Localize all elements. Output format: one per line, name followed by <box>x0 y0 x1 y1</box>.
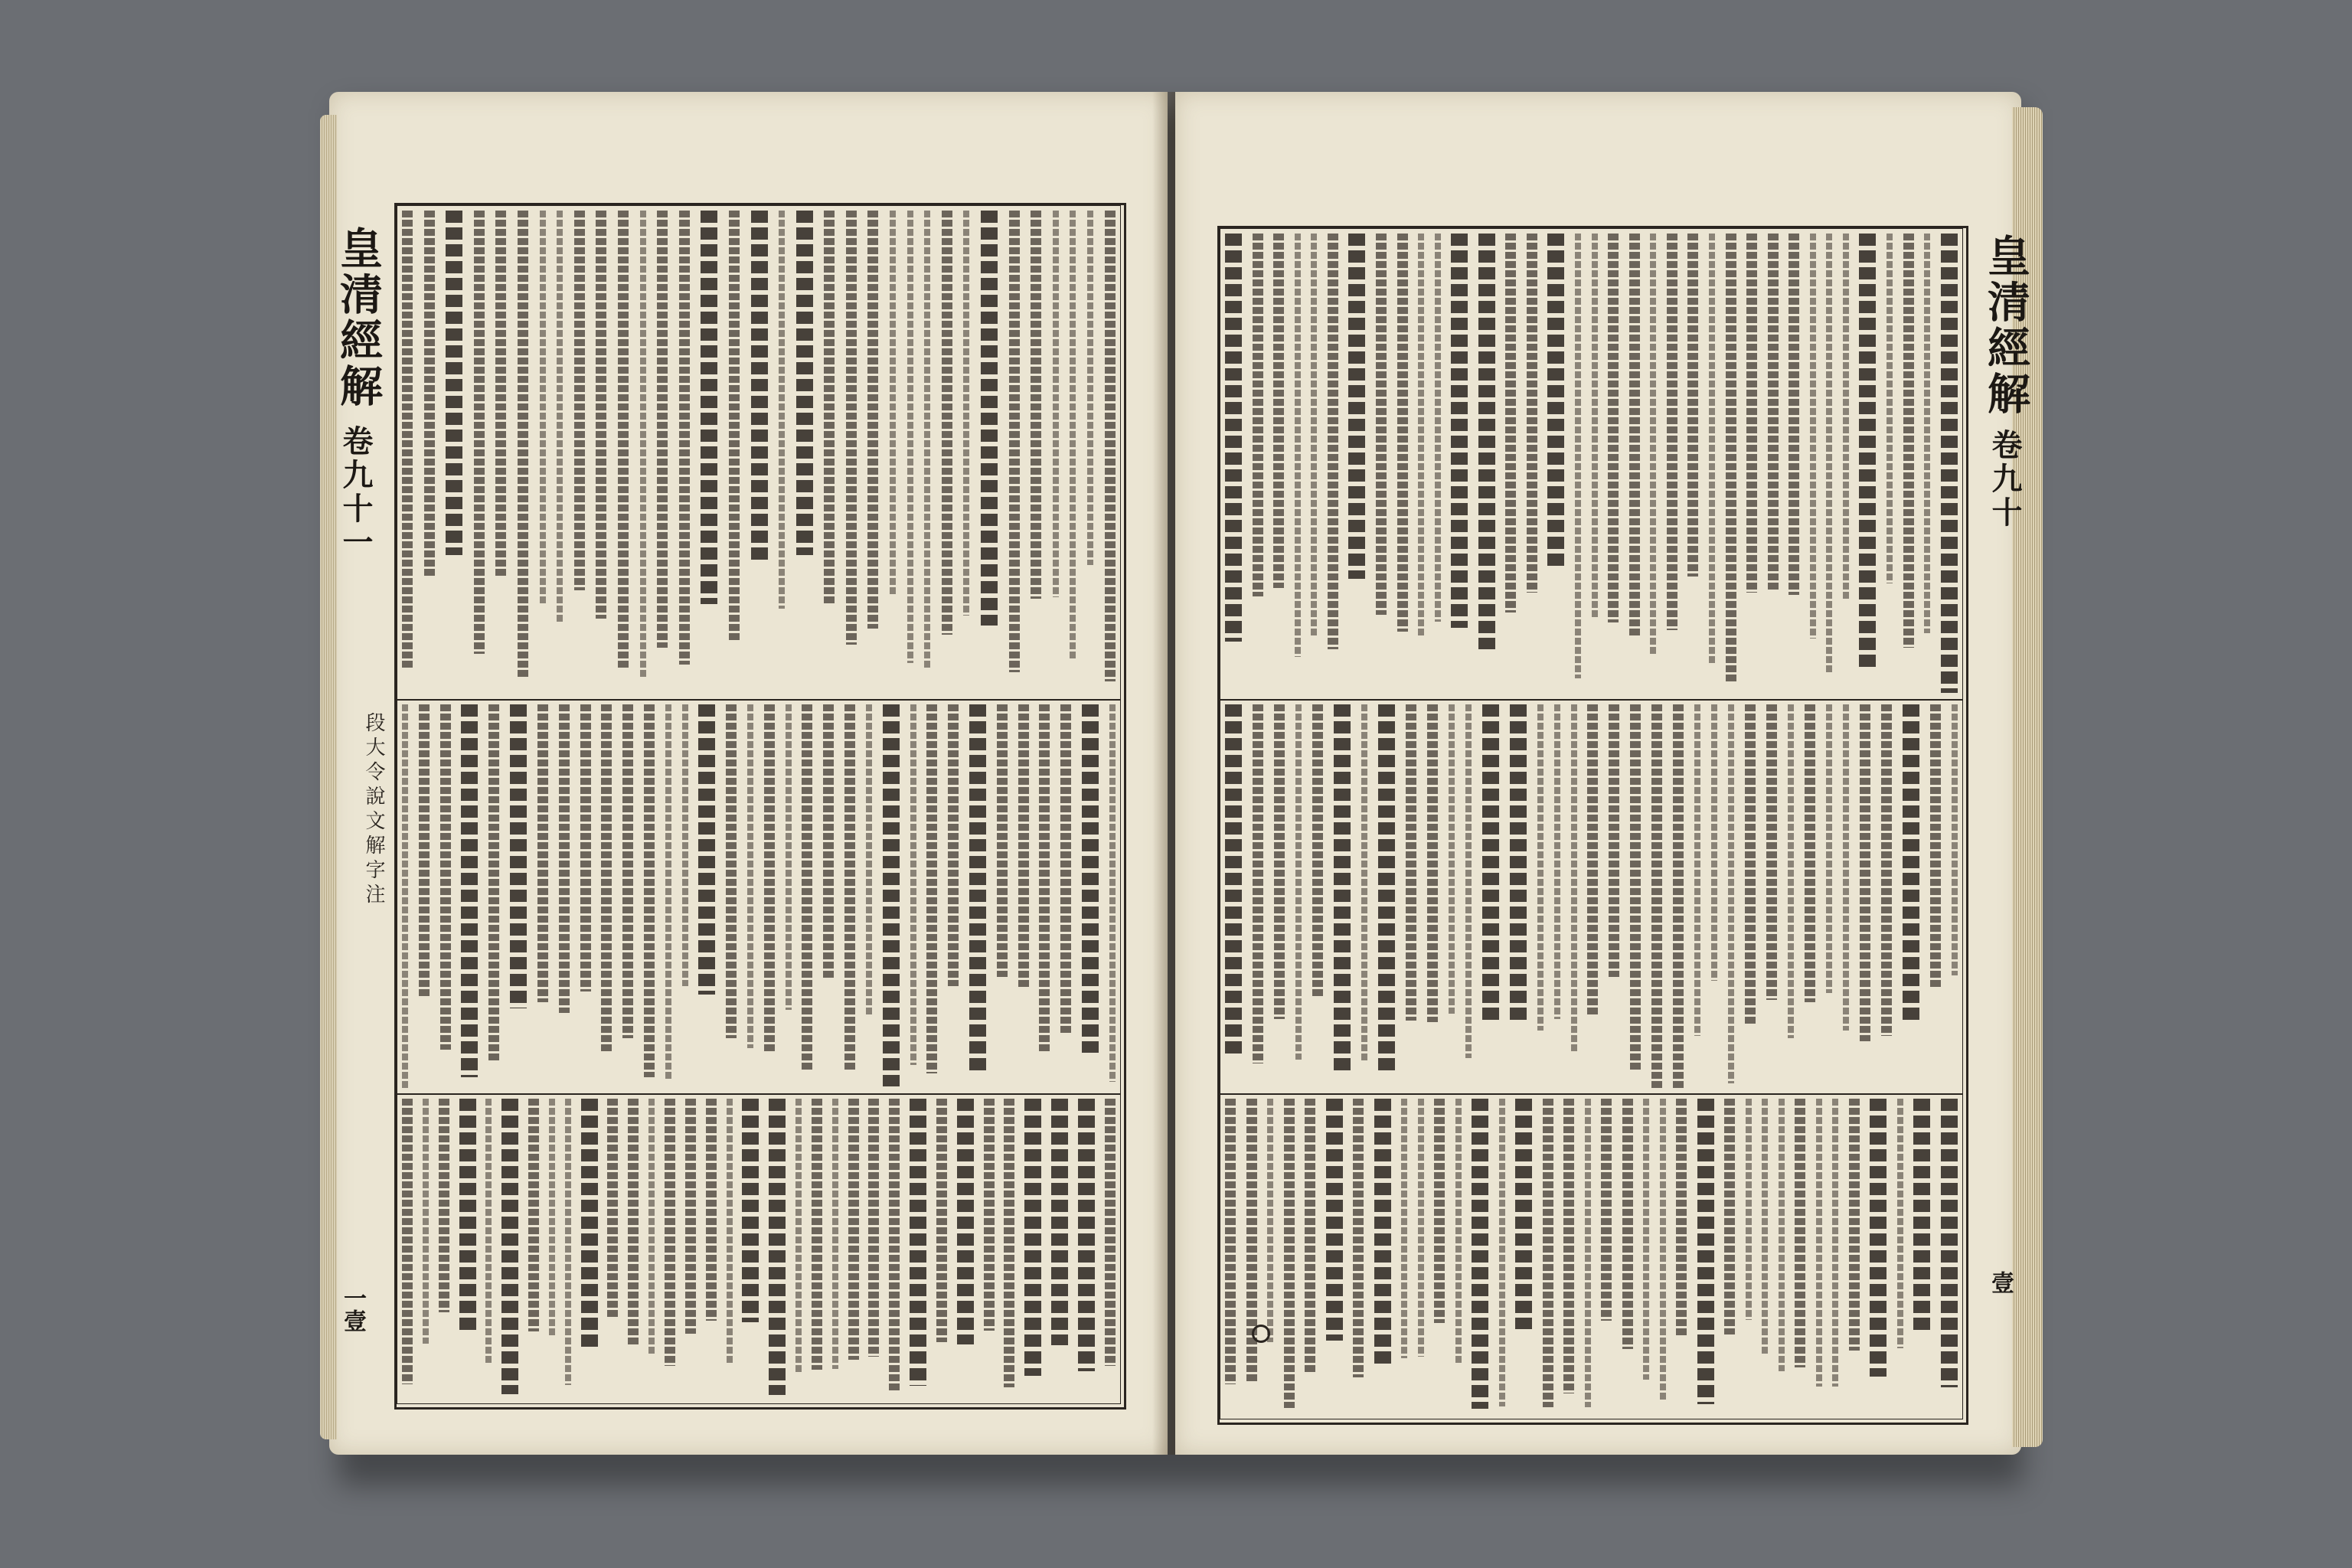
text-column <box>1694 704 1700 1036</box>
text-column <box>1711 704 1717 981</box>
text-column <box>1434 1099 1445 1323</box>
text-column <box>1078 1099 1095 1371</box>
text-column <box>1667 234 1677 630</box>
text-column <box>1673 704 1684 1089</box>
text-column <box>665 1099 675 1366</box>
text-column <box>607 1099 618 1317</box>
text-column <box>622 704 633 1038</box>
text-column <box>924 211 930 668</box>
text-column <box>1762 1099 1768 1354</box>
text-column <box>665 704 671 1079</box>
open-book <box>329 92 2031 1478</box>
text-column <box>942 211 952 635</box>
text-column <box>1070 211 1076 660</box>
text-column <box>1109 704 1116 1082</box>
text-column <box>1746 234 1757 593</box>
text-column <box>495 211 506 576</box>
text-column <box>1418 1099 1424 1357</box>
text-column <box>1004 1099 1014 1387</box>
text-column <box>1629 234 1640 635</box>
text-column <box>823 704 834 980</box>
seal-mark-icon <box>1252 1325 1270 1343</box>
text-column <box>1031 211 1041 599</box>
text-column <box>1295 234 1301 657</box>
text-column <box>910 1099 926 1386</box>
text-column <box>1334 704 1351 1072</box>
text-column <box>883 704 900 1086</box>
text-column <box>1687 234 1698 577</box>
right-running-title: 皇清經解 <box>1981 234 2031 417</box>
text-column <box>907 211 913 663</box>
text-column <box>1826 234 1832 673</box>
text-column <box>1328 234 1338 649</box>
text-column <box>963 211 969 616</box>
text-column <box>1788 234 1799 595</box>
text-column <box>1039 704 1050 1052</box>
text-column <box>1903 704 1919 1022</box>
text-column <box>890 211 896 596</box>
text-column <box>844 704 855 1070</box>
text-column <box>1225 1099 1236 1384</box>
text-column <box>557 211 563 622</box>
text-column <box>1826 704 1832 993</box>
text-column <box>1273 234 1284 588</box>
text-column <box>685 1099 696 1334</box>
text-column <box>1643 1099 1649 1380</box>
text-column <box>1587 704 1598 1015</box>
text-column <box>1082 704 1099 1053</box>
text-column <box>1571 704 1577 1053</box>
text-column <box>1622 1099 1633 1349</box>
text-column <box>1930 704 1941 989</box>
text-column <box>1768 234 1779 591</box>
text-column <box>1105 211 1116 681</box>
text-column <box>640 211 646 678</box>
text-column <box>1952 704 1958 975</box>
text-column <box>729 211 740 642</box>
text-column <box>1253 234 1263 596</box>
text-column <box>802 704 812 1070</box>
text-column <box>461 704 478 1077</box>
right-page <box>1175 92 2031 1455</box>
text-column <box>1406 704 1416 1021</box>
text-column <box>981 211 998 626</box>
text-column <box>679 211 690 665</box>
left-page <box>329 92 1168 1455</box>
text-column <box>537 704 548 1002</box>
text-column <box>764 704 775 1052</box>
text-column <box>1651 704 1662 1088</box>
text-column <box>1376 234 1387 615</box>
text-column <box>779 211 785 609</box>
text-column <box>559 704 570 1013</box>
text-column <box>1051 1099 1068 1345</box>
text-column <box>644 704 655 1077</box>
text-column <box>1353 1099 1364 1377</box>
text-column <box>1660 1099 1666 1401</box>
right-register-top <box>1220 228 1963 701</box>
text-column <box>1779 1099 1785 1371</box>
text-column <box>628 1099 639 1344</box>
left-register-top <box>397 205 1121 701</box>
text-column <box>1849 1099 1860 1351</box>
text-column <box>485 1099 492 1365</box>
text-column <box>488 704 499 1063</box>
left-folio: 一壹 <box>339 1286 366 1332</box>
text-column <box>574 211 585 590</box>
text-column <box>1585 1099 1591 1407</box>
text-column <box>1499 1099 1505 1406</box>
text-column <box>984 1099 995 1331</box>
text-column <box>1225 234 1242 642</box>
text-column <box>795 1099 802 1373</box>
text-column <box>1018 704 1029 988</box>
text-column <box>1941 234 1958 693</box>
text-column <box>419 704 430 997</box>
text-column <box>1832 1099 1838 1387</box>
text-column <box>1766 704 1777 1000</box>
text-column <box>1305 1099 1315 1374</box>
text-column <box>1401 1099 1407 1358</box>
text-column <box>402 211 413 670</box>
text-column <box>1630 704 1641 1070</box>
text-column <box>618 211 629 668</box>
text-column <box>1527 234 1537 593</box>
text-column <box>1053 211 1059 597</box>
text-column <box>796 211 813 555</box>
text-column <box>1609 704 1619 977</box>
text-column <box>565 1099 571 1385</box>
text-column <box>1451 234 1468 628</box>
text-column <box>1326 1099 1343 1341</box>
text-column <box>1575 234 1581 678</box>
text-column <box>402 704 408 1088</box>
text-column <box>446 211 462 555</box>
text-column <box>1843 234 1849 599</box>
text-column <box>581 1099 598 1348</box>
text-column <box>1859 234 1876 668</box>
text-column <box>1816 1099 1822 1387</box>
text-column <box>957 1099 974 1344</box>
text-column <box>402 1099 413 1384</box>
text-column <box>1478 234 1495 649</box>
text-column <box>889 1099 900 1392</box>
text-column <box>682 704 688 986</box>
text-column <box>1295 704 1302 1060</box>
text-column <box>540 211 546 605</box>
text-column <box>1311 234 1317 637</box>
text-column <box>701 211 717 604</box>
text-column <box>1728 704 1734 1083</box>
text-column <box>1676 1099 1687 1335</box>
right-register-bottom <box>1220 1093 1963 1419</box>
text-column <box>1449 704 1455 1014</box>
text-column <box>786 704 792 1010</box>
text-column <box>1087 211 1093 565</box>
text-column <box>1510 704 1527 1021</box>
text-column <box>1860 704 1870 1041</box>
left-running-title: 皇清經解 <box>333 226 384 410</box>
text-column <box>698 704 715 995</box>
text-column <box>1601 1099 1612 1321</box>
text-column <box>459 1099 476 1333</box>
text-column <box>1697 1099 1714 1404</box>
text-column <box>1924 234 1930 633</box>
text-column <box>867 211 878 629</box>
text-column <box>742 1099 759 1322</box>
text-column <box>910 704 916 1065</box>
text-column <box>1378 704 1395 1070</box>
text-column <box>518 211 528 678</box>
right-register-middle <box>1220 699 1963 1095</box>
text-column <box>1427 704 1438 1022</box>
text-column <box>1537 704 1544 1031</box>
text-column <box>926 704 937 1073</box>
text-column <box>1060 704 1071 1034</box>
text-column <box>657 211 668 648</box>
text-column <box>1805 704 1815 1002</box>
text-column <box>936 1099 947 1342</box>
text-column <box>727 1099 733 1365</box>
text-column <box>1312 704 1323 997</box>
text-column <box>1274 704 1285 1019</box>
text-column <box>549 1099 555 1337</box>
text-column <box>510 704 527 1008</box>
text-column <box>601 704 612 1054</box>
text-column <box>997 704 1008 977</box>
text-column <box>648 1099 655 1355</box>
text-column <box>1505 234 1516 612</box>
text-column <box>1418 234 1424 638</box>
text-column <box>726 704 737 1038</box>
text-column <box>1608 234 1619 622</box>
text-column <box>1795 1099 1805 1367</box>
text-column <box>948 704 959 986</box>
text-column <box>1024 1099 1041 1376</box>
text-column <box>866 704 872 1014</box>
text-column <box>1267 1099 1273 1342</box>
text-column <box>1810 234 1816 639</box>
text-column <box>1361 704 1367 1061</box>
text-column <box>1472 1099 1488 1409</box>
text-column <box>1903 234 1914 648</box>
text-column <box>1482 704 1499 1021</box>
text-column <box>1709 234 1715 663</box>
text-column <box>812 1099 822 1370</box>
text-column <box>1009 211 1020 672</box>
text-column <box>1547 234 1564 567</box>
text-column <box>868 1099 879 1357</box>
text-column <box>1913 1099 1930 1333</box>
text-column <box>1941 1099 1958 1387</box>
text-column <box>528 1099 539 1331</box>
text-column <box>1726 234 1736 682</box>
text-column <box>501 1099 518 1394</box>
text-column <box>424 211 435 576</box>
text-column <box>1788 704 1794 1038</box>
right-volume-label: 卷九十 <box>1987 429 2023 530</box>
text-column <box>1870 1099 1886 1377</box>
left-footer-source: 段大令說文解字注 <box>362 712 385 908</box>
text-column <box>1746 1099 1752 1320</box>
text-column <box>1563 1099 1574 1393</box>
text-column <box>1886 234 1893 583</box>
text-column <box>596 211 606 619</box>
text-column <box>1650 234 1656 656</box>
text-column <box>1455 1099 1462 1365</box>
text-column <box>1435 234 1441 622</box>
text-column <box>1592 234 1598 617</box>
text-column <box>1515 1099 1532 1329</box>
text-column <box>1897 1099 1903 1348</box>
text-column <box>440 704 451 1050</box>
text-column <box>1253 704 1263 1063</box>
text-column <box>1284 1099 1295 1408</box>
text-column <box>848 1099 859 1360</box>
text-column <box>706 1099 717 1321</box>
text-column <box>832 1099 838 1369</box>
text-column <box>1374 1099 1391 1365</box>
text-column <box>1724 1099 1735 1334</box>
text-column <box>1843 704 1849 1031</box>
text-column <box>1225 704 1242 1057</box>
text-column <box>969 704 986 1072</box>
right-folio: 壹 <box>1987 1271 2014 1294</box>
text-column <box>1348 234 1365 579</box>
text-column <box>474 211 485 654</box>
text-column <box>824 211 835 604</box>
text-column <box>439 1099 449 1312</box>
left-volume-label: 卷九十一 <box>338 425 374 560</box>
text-column <box>1465 704 1472 1058</box>
text-column <box>423 1099 429 1344</box>
text-column <box>580 704 591 991</box>
left-register-bottom <box>397 1093 1121 1404</box>
text-column <box>1881 704 1892 1036</box>
text-column <box>747 704 753 1048</box>
left-register-middle <box>397 699 1121 1095</box>
text-column <box>751 211 768 562</box>
text-column <box>1554 704 1560 1019</box>
text-column <box>846 211 857 645</box>
text-column <box>769 1099 786 1395</box>
text-column <box>1543 1099 1553 1407</box>
text-column <box>1105 1099 1116 1366</box>
text-column <box>1745 704 1756 1026</box>
text-column <box>1397 234 1408 632</box>
